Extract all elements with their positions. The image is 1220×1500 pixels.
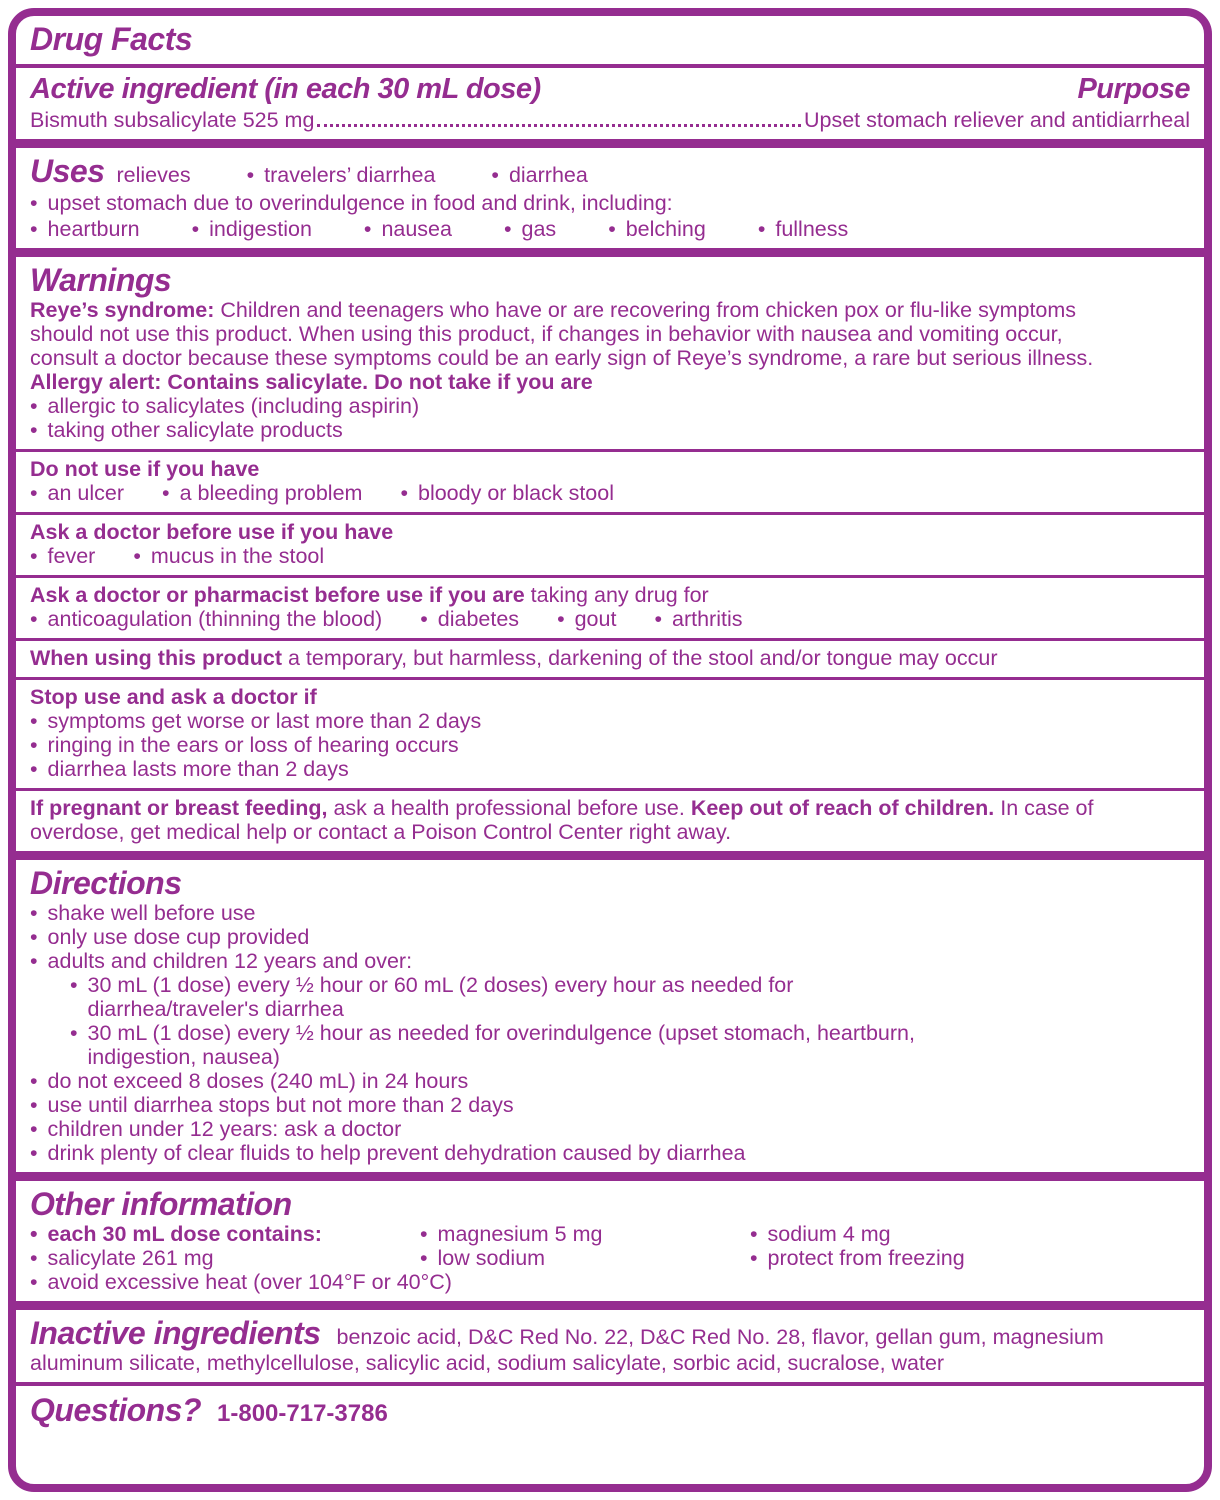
section-warnings bbox=[16, 248, 1204, 449]
directions-bullet: • adults and children 12 years and over: bbox=[30, 949, 1190, 973]
ask-pharmacist-item: • anticoagulation (thinning the blood) bbox=[30, 607, 382, 631]
dotted-leader bbox=[317, 124, 801, 127]
questions-phone-number: 1-800-717-3786 bbox=[217, 1400, 388, 1427]
directions-heading: Directions bbox=[30, 865, 182, 901]
section-other-information bbox=[16, 1172, 1204, 1301]
ingredient-name: Bismuth subsalicylate 525 mg bbox=[30, 108, 315, 132]
uses-item: • travelers’ diarrhea bbox=[247, 163, 436, 187]
uses-item: • heartburn bbox=[30, 217, 140, 241]
do-not-use-heading: Do not use if you have bbox=[30, 457, 260, 481]
reye-label: Reye’s syndrome: bbox=[30, 298, 215, 322]
other-info-item: • each 30 mL dose contains: bbox=[30, 1222, 420, 1246]
active-ingredient-row bbox=[30, 108, 1190, 132]
inactive-ingredients-text: benzoic acid, D&C Red No. 22, D&C Red No. 28, flavor, gellan gum, magnesium aluminum silicate, methylcellulose, salicylic acid, sodium salicylate, sorbic acid, sucralose, water bbox=[30, 1325, 1104, 1375]
section-uses bbox=[16, 139, 1204, 248]
ask-pharmacist-item: • arthritis bbox=[654, 607, 742, 631]
other-info-item: • protect from freezing bbox=[750, 1246, 1190, 1270]
inactive-ingredients-heading: Inactive ingredients bbox=[30, 1315, 321, 1351]
active-ingredient-heading: Active ingredient (in each 30 mL dose) bbox=[30, 73, 541, 105]
directions-sub-bullet: • 30 mL (1 dose) every ½ hour as needed for overindulgence (upset stomach, heartburn, indigestion, nausea) bbox=[70, 1021, 1190, 1069]
uses-lead: relieves bbox=[116, 163, 191, 187]
directions-bullet: • children under 12 years: ask a doctor bbox=[30, 1117, 1190, 1141]
do-not-use-item: • bloody or black stool bbox=[400, 481, 614, 505]
subsection-pregnant bbox=[16, 788, 1204, 851]
uses-item: • gas bbox=[504, 217, 556, 241]
reye-paragraph bbox=[30, 298, 1095, 370]
ask-doctor-heading: Ask a doctor before use if you have bbox=[30, 520, 394, 544]
ask-doctor-item: • mucus in the stool bbox=[133, 544, 324, 568]
warnings-heading: Warnings bbox=[30, 262, 172, 298]
ingredient-purpose: Upset stomach reliever and antidiarrheal bbox=[803, 108, 1190, 132]
subsection-do-not-use bbox=[16, 449, 1204, 512]
subsection-ask-doctor-pharmacist bbox=[16, 575, 1204, 638]
stop-use-heading: Stop use and ask a doctor if bbox=[30, 685, 317, 709]
directions-bullet: • use until diarrhea stops but not more than 2 days bbox=[30, 1093, 1190, 1117]
reye-text: Children and teenagers who have or are recovering from chicken pox or flu-like symptoms should not use this product. When using this product, if changes in behavior with nausea and vomiting occur, consult a doctor because these symptoms could be an early sign of Reye’s syndrome, a rare but serious illness. bbox=[30, 298, 1094, 370]
other-info-item: • avoid excessive heat (over 104°F or 40°C) bbox=[30, 1270, 1190, 1294]
purpose-heading: Purpose bbox=[1077, 73, 1190, 105]
stop-use-bullet: • symptoms get worse or last more than 2 days bbox=[30, 709, 1190, 733]
questions-heading: Questions? bbox=[30, 1392, 202, 1428]
do-not-use-item: • an ulcer bbox=[30, 481, 124, 505]
uses-item: • nausea bbox=[364, 217, 452, 241]
stop-use-bullet: • diarrhea lasts more than 2 days bbox=[30, 757, 1190, 781]
directions-bullet: • do not exceed 8 doses (240 mL) in 24 hours bbox=[30, 1069, 1190, 1093]
ask-pharmacist-item: • gout bbox=[557, 607, 616, 631]
uses-item: • diarrhea bbox=[491, 163, 587, 187]
directions-bullet: • only use dose cup provided bbox=[30, 925, 1190, 949]
ask-doctor-item: • fever bbox=[30, 544, 95, 568]
subsection-when-using bbox=[16, 638, 1204, 677]
other-information-grid bbox=[30, 1222, 1190, 1294]
uses-item: • fullness bbox=[758, 217, 848, 241]
uses-heading: Uses bbox=[30, 153, 105, 189]
section-inactive-ingredients bbox=[16, 1301, 1204, 1382]
section-directions bbox=[16, 851, 1204, 1172]
page-title: Drug Facts bbox=[30, 21, 193, 57]
other-info-item: • sodium 4 mg bbox=[750, 1222, 1190, 1246]
section-active-ingredient bbox=[16, 64, 1204, 139]
subsection-ask-doctor bbox=[16, 512, 1204, 575]
directions-bullet: • shake well before use bbox=[30, 901, 1190, 925]
other-information-heading: Other information bbox=[30, 1186, 292, 1222]
allergy-bullet: • taking other salicylate products bbox=[30, 418, 1190, 442]
uses-item: • indigestion bbox=[192, 217, 312, 241]
ask-pharmacist-item: • diabetes bbox=[420, 607, 519, 631]
allergy-bullet: • allergic to salicylates (including aspirin) bbox=[30, 394, 1190, 418]
inactive-ingredients-paragraph bbox=[30, 1315, 1190, 1375]
subsection-stop-use bbox=[16, 677, 1204, 788]
when-using-paragraph: When using this product a temporary, but harmless, darkening of the stool and/or tongue may occur bbox=[30, 646, 998, 670]
uses-item: • belching bbox=[608, 217, 706, 241]
stop-use-bullet: • ringing in the ears or loss of hearing occurs bbox=[30, 733, 1190, 757]
ask-pharmacist-heading: Ask a doctor or pharmacist before use if you are taking any drug for bbox=[30, 583, 709, 607]
directions-bullet: • drink plenty of clear fluids to help prevent dehydration caused by diarrhea bbox=[30, 1141, 1190, 1165]
uses-item: • upset stomach due to overindulgence in food and drink, including: bbox=[30, 191, 1190, 215]
other-info-item: • low sodium bbox=[420, 1246, 750, 1270]
allergy-alert-heading: Allergy alert: Contains salicylate. Do not take if you are bbox=[30, 370, 593, 394]
pregnant-paragraph: If pregnant or breast feeding, ask a health professional before use. Keep out of reach of children. In case of overdose, get medical help or contact a Poison Control Center right away. bbox=[30, 796, 1094, 844]
other-info-item: • magnesium 5 mg bbox=[420, 1222, 750, 1246]
section-questions bbox=[16, 1382, 1204, 1484]
drug-facts-panel bbox=[8, 8, 1212, 1492]
do-not-use-item: • a bleeding problem bbox=[162, 481, 362, 505]
directions-sub-bullet: • 30 mL (1 dose) every ½ hour or 60 mL (2 doses) every hour as needed for diarrhea/traveler's diarrhea bbox=[70, 973, 1190, 1021]
other-info-item: • salicylate 261 mg bbox=[30, 1246, 420, 1270]
section-title bbox=[16, 16, 1204, 64]
